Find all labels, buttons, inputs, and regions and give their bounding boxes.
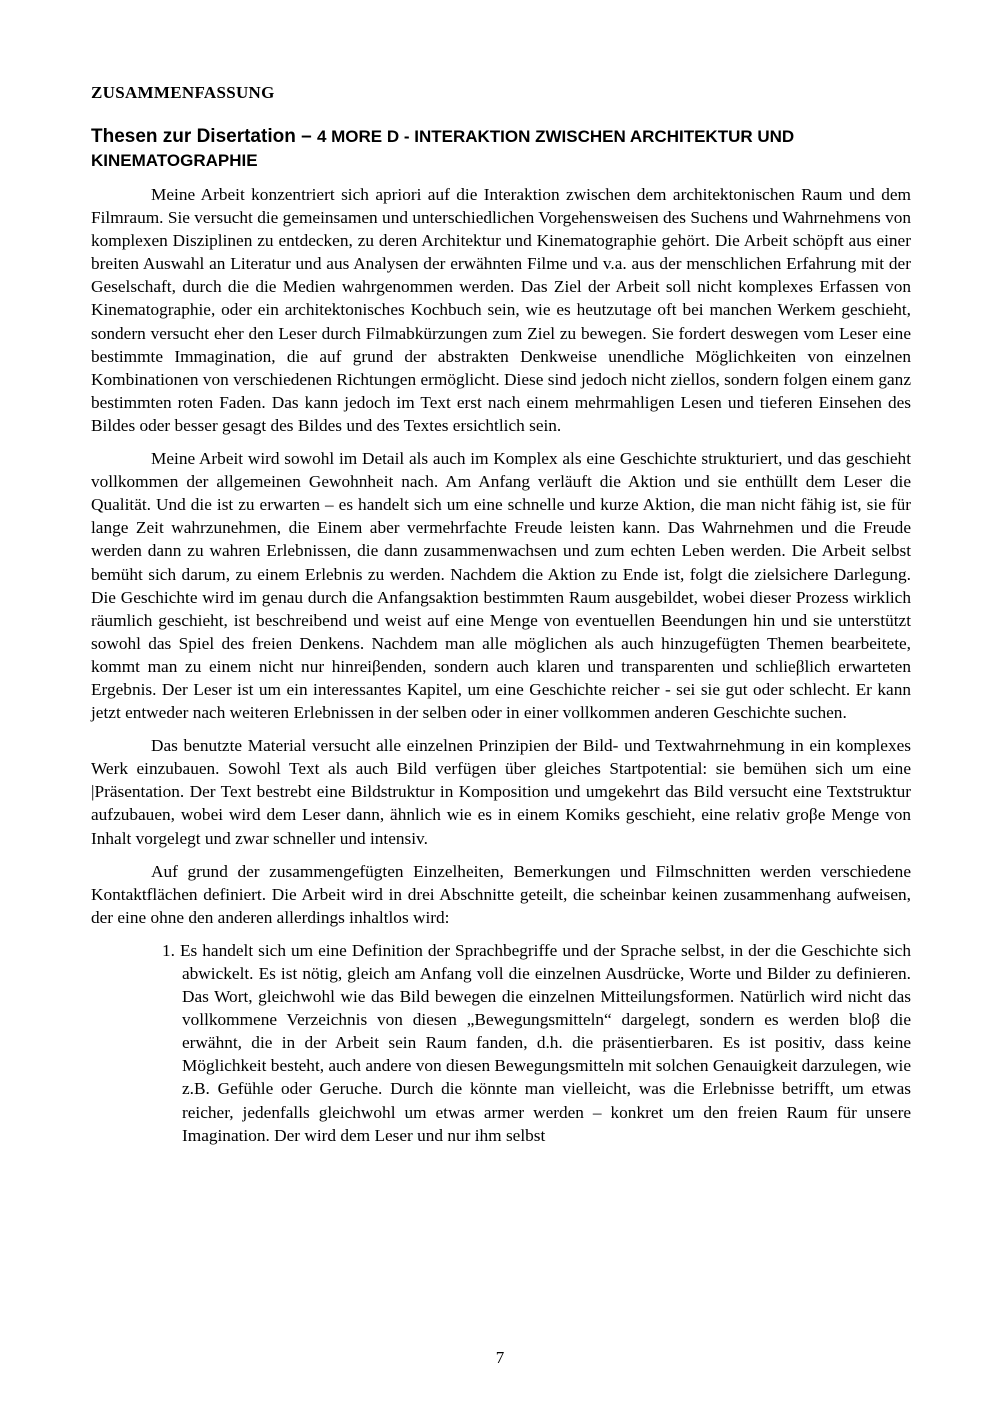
section-label: ZUSAMMENFASSUNG — [91, 83, 275, 102]
paragraph: Das benutzte Material versucht alle einzelnen Prinzipien der Bild- und Textwahrnehmung in ein komplexes Werk einzubauen. Sowohl Text als auch Bild verfügen über gleiches Startpotential: sie bemühen sich um eine |Präsentation. Der Text bestrebt eine Bildstruktur in Komposition und umgekehrt das Bild versucht eine Textstruktur aufzubauen, wobei wird dem Leser dann, ähnlich wie es in einem Komiks geschieht, eine relativ groβe Menge von Inhalt vorgelegt und zwar schneller und intensiv. — [91, 736, 911, 848]
paragraph: Meine Arbeit konzentriert sich apriori auf die Interaktion zwischen dem architektonischen Raum und dem Filmraum. Sie versucht die gemeinsamen und unterschiedlichen Vorgehensweisen des Suchens und Wahrnehmens von komplexen Disziplinen zu entdecken, zu deren Architektur und Kinematographie gehört. Die Arbeit schöpft aus einer breiten Auswahl an Literatur und aus Analysen der erwähnten Filme und v.a. aus der menschlichen Erfahrung mit der Geselschaft, durch die die Medien wahrgenommen werden. Das Ziel der Arbeit soll nicht komplexes Erfassen von Kinematographie, oder ein architektonisches Kochbuch sein, wie es heutzutage oft bei manchen Werkem geschieht, sondern versucht eher den Leser durch Filmabkürzungen zum Ziel zu bewegen. Sie fordert deswegen vom Leser eine bestimmte Immagination, die auf grund der abstrakten Denkweise unendliche Möglichkeiten von einzelnen Kombinationen von verschiedenen Richtungen ermöglicht. Diese sind jedoch nicht ziellos, sondern folgen einem ganz bestimmten roten Faden. Das kann jedoch im Text erst nach einem mehrmahligen Lesen und tieferen Einsehen des Bildes oder besser gesagt des Bildes und des Textes ersichtlich sein. — [91, 185, 911, 435]
paragraph: Meine Arbeit wird sowohl im Detail als auch im Komplex als eine Geschichte strukturiert, und das geschieht vollkommen der allgemeinen Gewohnheit nach. Am Anfang verläuft die Aktion und sie enthüllt dem Leser die Qualität. Und die ist zu erwarten – es handelt sich um eine schnelle und kurze Aktion, die man nicht fähig ist, sie für lange Zeit wahrzunehmen, die Einem aber vermehrfachte Freude leisten kann. Das Wahrnehmen und die Freude werden dann zu wahren Erlebnissen, die dann zusammenwachsen und zum echten Leben werden. Die Arbeit selbst bemüht sich darum, zu einem Erlebnis zu werden. Nachdem die Aktion zu Ende ist, folgt die zielsichere Darlegung. Die Geschichte wird im genau durch die Anfangsaktion bestimmten Raum ausgebildet, wobei dieser Prozess wirklich räumlich geschieht, ist beschreibend und weist auf eine Menge von eventuellen Beendungen hin und sie unterstützt sowohl das Spiel des freien Denkens. Nachdem man alle möglichen als auch hinzugefügten Themen bearbeitete, kommt man zu einem nicht nur hinreiβenden, sondern auch klaren und transparenten und schlieβlich erwarteten Ergebnis. Der Leser ist um ein interessantes Kapitel, um eine Geschichte reicher - sei sie gut oder schlecht. Er kann jetzt entweder nach weiteren Erlebnissen in der selben oder in einer vollkommen anderen Geschichte suchen. — [91, 449, 911, 723]
thesis-title-lead: Thesen zur Disertation – — [91, 126, 312, 147]
thesis-title — [91, 125, 913, 173]
numbered-list — [91, 939, 911, 1147]
page-number: 7 — [495, 1348, 505, 1367]
paragraph: Auf grund der zusammengefügten Einzelheiten, Bemerkungen und Filmschnitten werden verschiedene Kontaktflächen definiert. Die Arbeit wird in drei Abschnitte geteilt, die scheinbar keinen zusammenhang aufweisen, der eine ohne den anderen allerdings inhaltlos wird: — [91, 861, 911, 927]
body-text — [91, 183, 911, 1147]
thesis-title-rest: 4 MORE D - INTERAKTION ZWISCHEN ARCHITEKTUR UND KINEMATOGRAPHIE — [91, 127, 795, 170]
list-item: 1. Es handelt sich um eine Definition der Sprachbegriffe und der Sprache selbst, in der die Geschichte sich abwickelt. Es ist nötig, gleich am Anfang voll die einzelnen Ausdrücke, Worte und Bilder zu definieren. Das Wort, gleichwohl wie das Bild bewegen die einzelnen Mitteilungsformen. Natürlich wird nicht das vollkommene Verzeichnis von diesen „Bewegungsmitteln“ dargelegt, sondern es werden bloβ die erwähnt, die in der Arbeit sein Raum fanden, d.h. die präsentierbaren. Es ist positiv, dass keine Möglichkeit besteht, auch andere von diesen Bewegungsmitteln mit solchen Genauigkeit darzulegen, wie z.B. Gefühle oder Geruche. Durch die könnte man vielleicht, was die Erlebnisse betrifft, um etwas reicher, jedenfalls gleichwohl um etwas armer werden – konkret um den freien Raum für unsere Imagination. Der wird dem Leser und nur ihm selbst — [162, 940, 911, 1145]
